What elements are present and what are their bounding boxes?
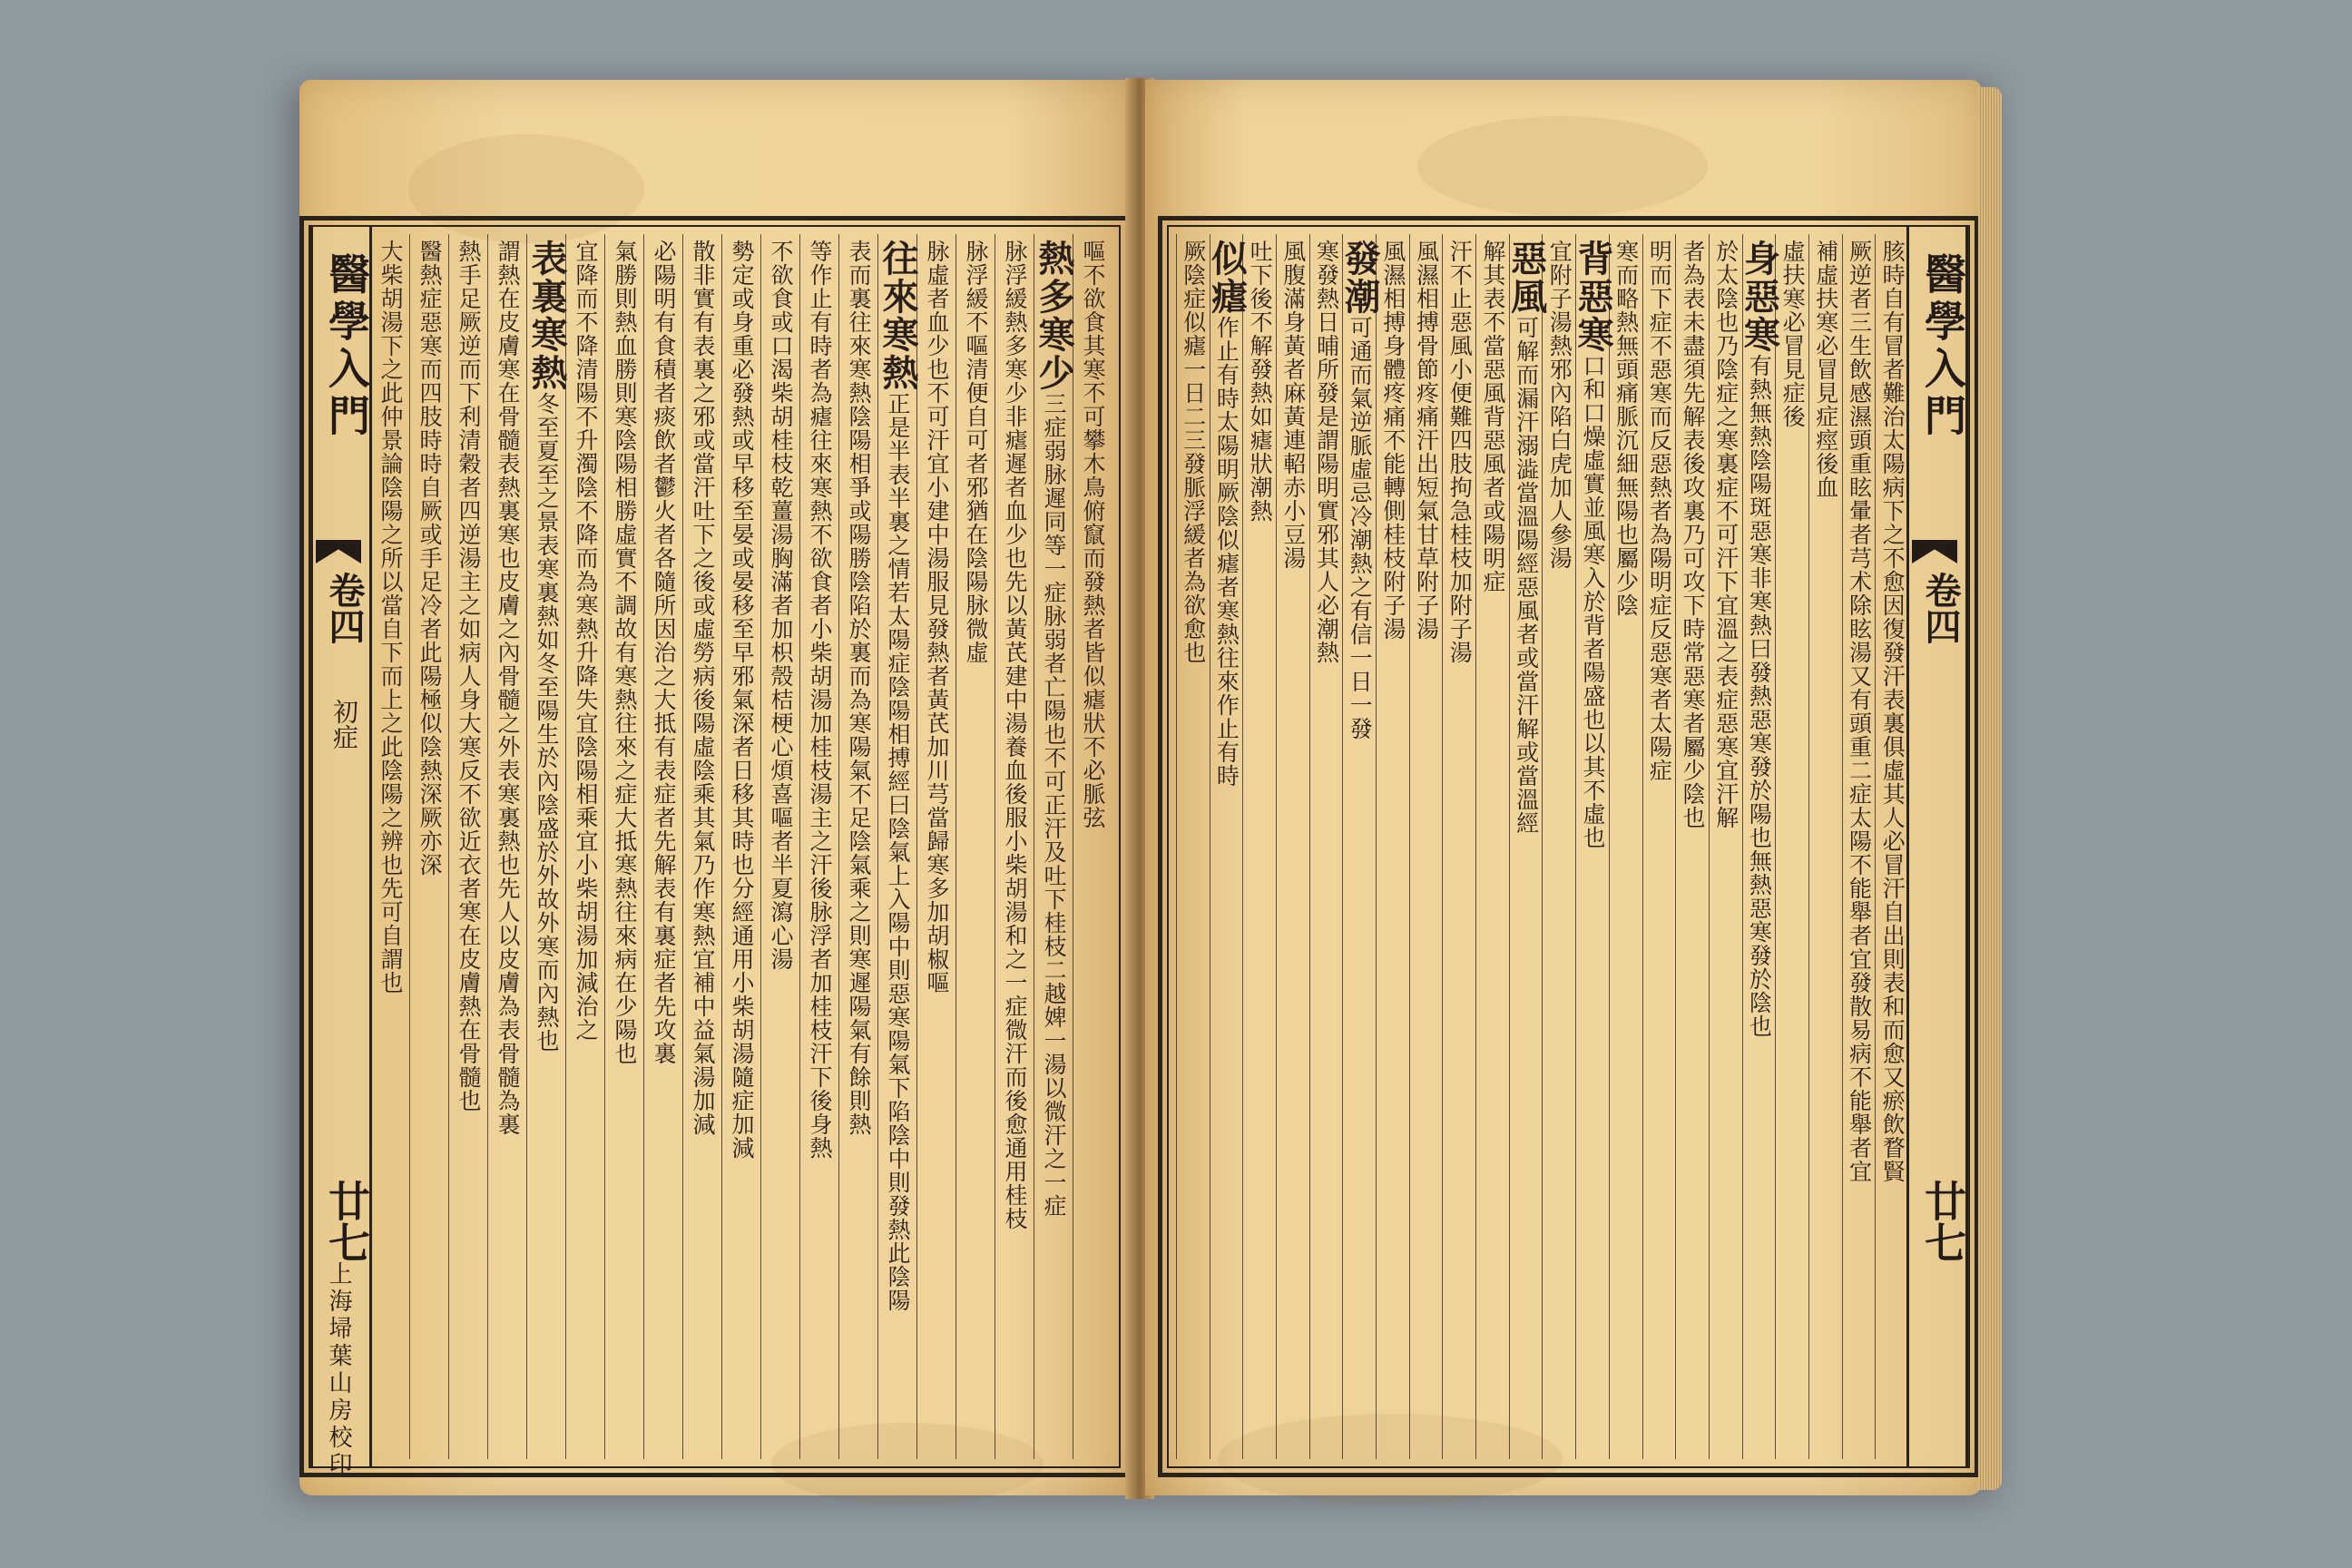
column-text (377, 234, 404, 1459)
text-column (1675, 234, 1709, 1459)
column-text (1845, 234, 1872, 1459)
text-column (1242, 234, 1276, 1459)
text-column (1642, 234, 1676, 1459)
left-page (299, 80, 1134, 1495)
entry-body: 胲時自有冒者難治太陽病下之不愈因復發汗表裏俱虛其人必冒汗自出則表和而愈又瘀飲瞀賢 (1879, 240, 1906, 1183)
entry-heading: 表裏寒熱 (525, 240, 568, 392)
entry-body: 氣勝則熱血勝則寒陰陽相勝虛實不調故有寒熱往來之症大抵寒熱往來病在少陽也 (612, 240, 638, 1065)
column-text (845, 234, 872, 1459)
entry-body: 脉浮緩不嘔清便自可者邪猶在陰陽脉微虛 (963, 240, 989, 664)
text-column (1376, 234, 1409, 1459)
column-text (525, 234, 568, 1459)
column-text (1612, 234, 1640, 1459)
column-text (962, 234, 989, 1459)
column-text (1180, 234, 1207, 1459)
entry-body: 冬至夏至之景表寒裏熱如冬至陽生於內陰盛於外故外寒而內熱也 (534, 392, 560, 1053)
column-text (728, 234, 755, 1459)
column-text (1205, 234, 1249, 1459)
entry-heading: 身惡寒 (1738, 240, 1781, 354)
text-column (1571, 234, 1614, 1459)
column-text (1001, 234, 1028, 1459)
entry-body: 補虛扶寒必冒見症痙後血 (1812, 240, 1839, 499)
entry-body: 解其表不當惡風背惡風者或陽明症 (1479, 240, 1506, 593)
page-edges (1978, 87, 2002, 1490)
right-page-margin (1906, 227, 1968, 1466)
entry-body: 於太陰也乃陰症之寒裏症不可汗下宜溫之表症惡寒宜汗解 (1712, 240, 1740, 829)
fish-tail-mark (316, 540, 361, 564)
column-text (1712, 234, 1740, 1459)
entry-body: 風濕相搏骨節疼痛汗出短氣甘草附子湯 (1413, 240, 1440, 641)
column-text (572, 234, 599, 1459)
entry-body: 脉浮緩熱多寒少非瘧遲者血少也先以黃芪建中湯養血後服小柴胡湯和之一症微汗而後愈通用桂枝 (1002, 240, 1028, 1230)
entry-body: 表而裏往來寒熱陰陽相爭或陽勝陰陷於裏而為寒陽氣不足陰氣乘之則寒遲陽氣有餘則熱 (846, 240, 872, 1136)
column-text (1033, 234, 1075, 1459)
column-text (877, 234, 919, 1459)
entry-body: 宜附子湯熱邪內陷白虎加人參湯 (1546, 240, 1573, 570)
text-column (1842, 234, 1876, 1459)
text-column (995, 234, 1034, 1459)
entry-body: 有熱無熱陰陽斑惡寒非寒熱曰發熱惡寒發於陽也無熱惡寒發於陰也 (1746, 354, 1773, 1038)
text-column (1176, 234, 1210, 1459)
text-column (1205, 234, 1249, 1459)
text-column (1276, 234, 1309, 1459)
column-text (1246, 234, 1273, 1459)
entry-body: 脉虛者血少也不可汗宜小建中湯服見發熱者黃芪加川芎當歸寒多加胡椒嘔 (924, 240, 950, 995)
entry-body: 三症弱脉遲同等一症脉弱者亡陽也不可正汗及吐下桂枝二越婢一湯以微汗之一症 (1041, 392, 1067, 1218)
column-text (1779, 234, 1806, 1459)
column-text (1446, 234, 1473, 1459)
entry-body: 作止有時太陽明厥陰似瘧者寒熱往來作止有時 (1213, 316, 1240, 788)
entry-body: 厥逆者三生飲感濕頭重眩暈者芎术除眩湯又有頭重二症太陽不能舉者宜發散易病不能舉者宜 (1846, 240, 1873, 1183)
column-text (455, 234, 482, 1459)
text-column (721, 234, 760, 1459)
column-text (1279, 234, 1307, 1459)
column-text (1504, 234, 1548, 1459)
leaf-number: 廿七 (1918, 1180, 1967, 1263)
column-text (1379, 234, 1406, 1459)
text-column (1609, 234, 1642, 1459)
entry-body: 風腹滿身黃者麻黃連軺赤小豆湯 (1279, 240, 1307, 570)
entry-body: 散非實有表裏之邪或當汗吐下之後或虛勞病後陽虛陰乘其氣乃作寒熱宜補中益氣湯加減 (690, 240, 716, 1136)
entry-heading: 似瘧 (1205, 240, 1249, 316)
text-column (799, 234, 838, 1459)
volume-label: 卷四 (323, 572, 366, 644)
column-text (1738, 234, 1781, 1459)
right-page-frame (1158, 216, 1979, 1477)
right-text-columns (1176, 234, 1908, 1459)
text-column (1775, 234, 1808, 1459)
column-text (923, 234, 950, 1459)
entry-body: 明而下症不惡寒而反惡熱者為陽明症反惡寒者太陽症 (1646, 240, 1673, 782)
column-text (1571, 234, 1614, 1459)
left-page-frame (299, 216, 1130, 1477)
column-text (416, 234, 443, 1459)
text-column (409, 234, 448, 1459)
text-column (1475, 234, 1509, 1459)
text-column (1709, 234, 1742, 1459)
column-text (1878, 234, 1906, 1459)
text-column (1338, 234, 1382, 1459)
text-column (760, 234, 799, 1459)
publisher-imprint: 上海埽葉山房校印 (325, 1261, 352, 1479)
text-column (682, 234, 721, 1459)
entry-body: 可通而氣逆脈虛忌冷潮熱之有信一日一發 (1347, 316, 1374, 740)
text-column (643, 234, 682, 1459)
text-column (916, 234, 956, 1459)
book-title-margin: 醫學入門 (322, 252, 371, 441)
text-column (525, 234, 568, 1459)
text-column (1542, 234, 1575, 1459)
text-column (1309, 234, 1343, 1459)
text-column (1738, 234, 1781, 1459)
column-text (767, 234, 794, 1459)
text-column (1875, 234, 1908, 1459)
book-title-margin: 醫學入門 (1918, 252, 1967, 441)
entry-body: 等作止有時者為瘧往來寒熱不欲食者小柴胡湯加桂枝湯主之汗後脉浮者加桂枝汗下後身熱 (807, 240, 833, 1160)
volume-label: 卷四 (1919, 572, 1962, 644)
text-column (1504, 234, 1548, 1459)
entry-heading: 熱多寒少 (1033, 240, 1075, 392)
text-column (487, 234, 526, 1459)
entry-body: 大柴胡湯下之此仲景論陰陽之所以當自下而上之此陰陽之辨也先可自謂也 (377, 240, 404, 995)
entry-body: 勢定或身重必發熱或早移至晏或晏移至早邪氣深者日移其時也分經通用小柴胡湯隨症加減 (729, 240, 755, 1160)
entry-body: 熱手足厥逆而下利清穀者四逆湯主之如病人身大寒反不欲近衣者寒在皮膚熱在骨髓也 (456, 240, 482, 1112)
right-page (1145, 80, 1982, 1495)
column-text (806, 234, 833, 1459)
text-column (877, 234, 919, 1459)
entry-body: 者為表未盡須先解表後攻裏乃可攻下時常惡寒者屬少陰也 (1680, 240, 1707, 829)
text-column (565, 234, 604, 1459)
leaf-number: 廿七 (322, 1180, 371, 1263)
column-text (611, 234, 638, 1459)
entry-body: 厥陰症似瘧一日二三發脈浮緩者為欲愈也 (1180, 240, 1207, 664)
column-text (1679, 234, 1706, 1459)
text-column (1409, 234, 1443, 1459)
column-text (1312, 234, 1339, 1459)
fish-tail-mark (1912, 540, 1957, 564)
entry-body: 宜降而不降清陽不升濁陰不降而為寒熱升降失宜陰陽相乘宜小柴胡湯加減治之 (573, 240, 599, 1042)
text-column (1073, 234, 1112, 1459)
column-text (1812, 234, 1839, 1459)
section-label: 初症 (329, 699, 359, 750)
entry-body: 汗不止惡風小便難四肢拘急桂枝加附子湯 (1446, 240, 1474, 664)
entry-heading: 背惡寒 (1571, 240, 1614, 354)
entry-body: 寒發熱日晡所發是謂陽明實邪其人必潮熱 (1313, 240, 1340, 664)
left-page-margin (310, 227, 372, 1479)
text-column (604, 234, 643, 1459)
entry-body: 虛扶寒必冒見症後 (1779, 240, 1807, 428)
column-text (689, 234, 716, 1459)
entry-body: 醫熱症惡寒而四肢時時自厥或手足冷者此陽極似陰熱深厥亦深 (416, 240, 443, 877)
text-column (838, 234, 877, 1459)
entry-body: 吐下後不解發熱如瘧狀潮熱 (1247, 240, 1274, 523)
text-column (1808, 234, 1842, 1459)
text-column (448, 234, 487, 1459)
column-text (1545, 234, 1573, 1459)
column-text (494, 234, 521, 1459)
entry-body: 風濕相搏身體疼痛不能轉側桂枝附子湯 (1379, 240, 1406, 641)
entry-heading: 往來寒熱 (877, 240, 919, 392)
column-text (650, 234, 677, 1459)
entry-body: 嘔不欲食其寒不可攀木鳥俯竄而發熱者皆似瘧狀不必脈弦 (1080, 240, 1106, 829)
entry-body: 可解而漏汗溺澁當溫陽經惡風者或當汗解或當溫經 (1513, 316, 1540, 835)
column-text (1338, 234, 1382, 1459)
left-text-columns (370, 234, 1112, 1459)
entry-body: 寒而略熱無頭痛脈沉細無陽也屬少陰 (1612, 240, 1640, 617)
text-column (1442, 234, 1475, 1459)
entry-heading: 惡風 (1504, 240, 1548, 316)
text-column (1034, 234, 1073, 1459)
entry-heading: 發潮 (1338, 240, 1382, 316)
column-text (1645, 234, 1672, 1459)
entry-body: 必陽明有食積者痰飲者鬱火者各隨所因治之大抵有表症者先解表有裏症者先攻裏 (651, 240, 677, 1065)
text-column (370, 234, 409, 1459)
column-text (1413, 234, 1440, 1459)
entry-body: 正是半表半裏之情若太陽症陰陽相搏經曰陰氣上入陽中則惡寒陽氣下陷陰中則發熱此陰陽 (885, 392, 911, 1312)
column-text (1079, 234, 1106, 1459)
entry-body: 口和口燥虛實並風寒入於背者陽盛也以其不虛也 (1579, 354, 1606, 849)
entry-body: 不欲食或口渴柴胡桂枝乾薑湯胸滿者加枳殼桔梗心煩喜嘔者半夏瀉心湯 (768, 240, 794, 971)
entry-body: 謂熱在皮膚寒在骨髓表熱裏寒也皮膚之內骨髓之外表寒裏熱也先人以皮膚為表骨髓為裏 (495, 240, 521, 1136)
text-column (956, 234, 995, 1459)
column-text (1479, 234, 1506, 1459)
